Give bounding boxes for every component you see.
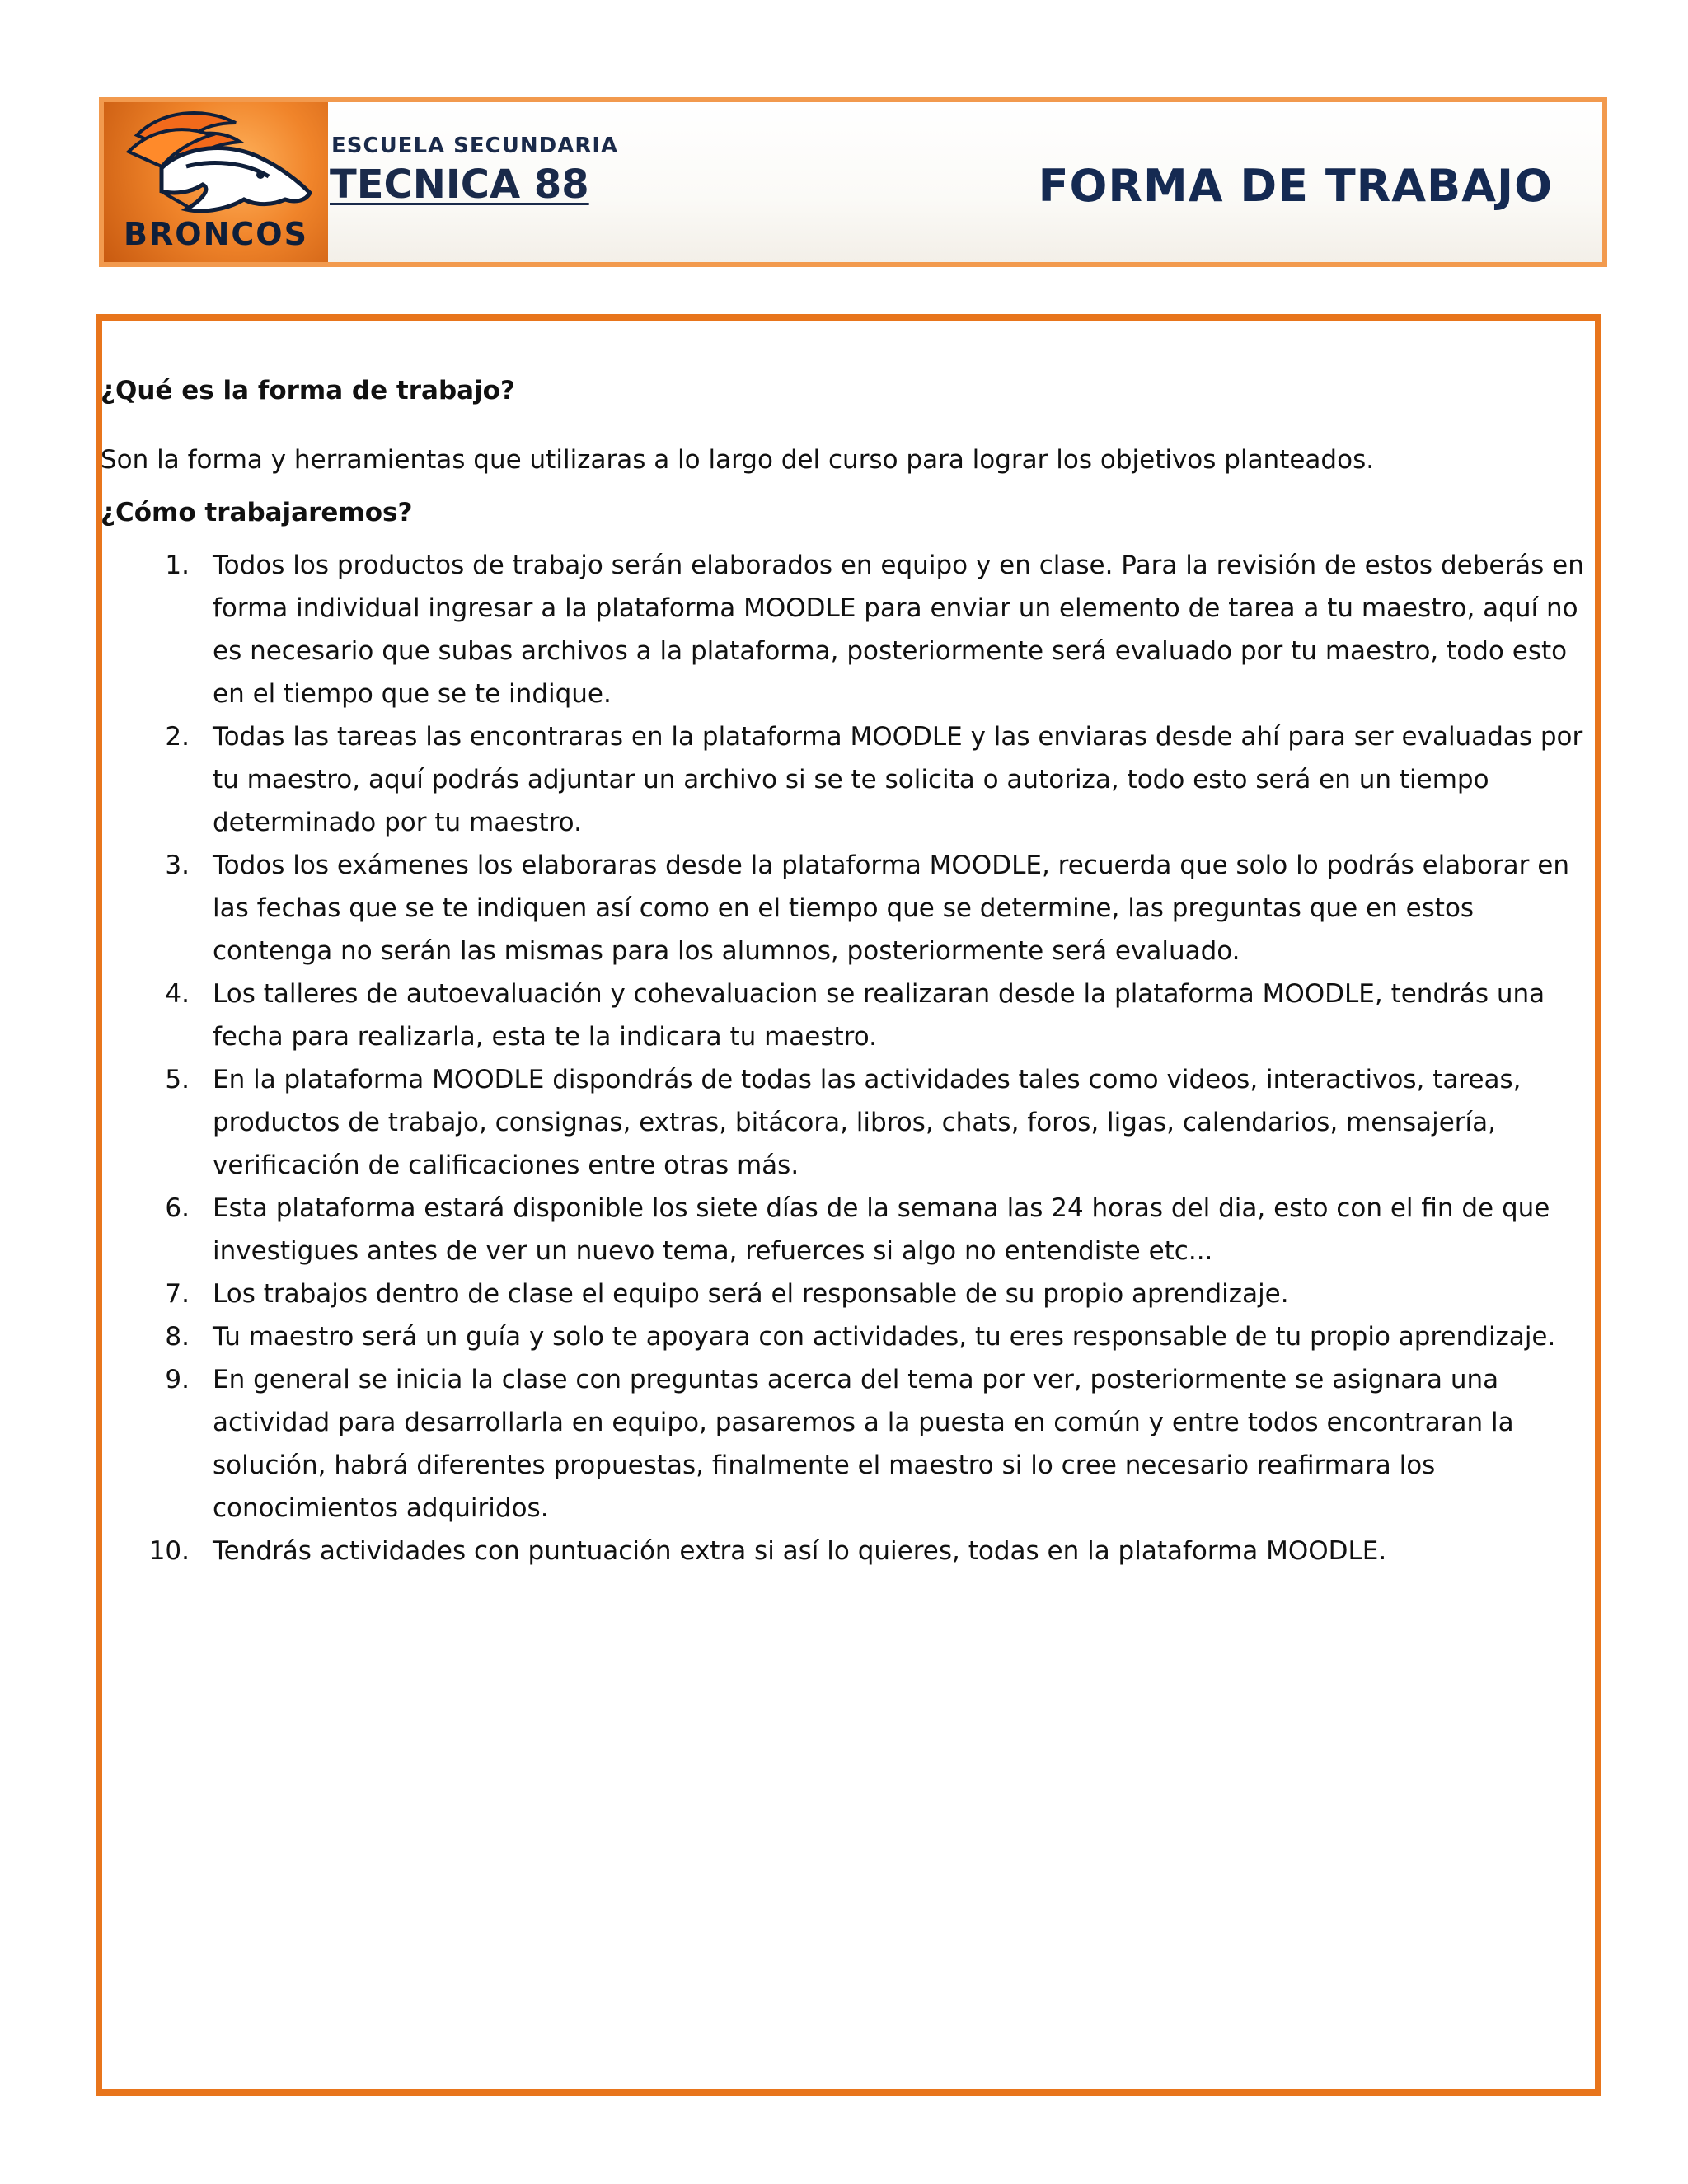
list-item-number: 9. — [165, 1365, 190, 1394]
list-item-number: 8. — [165, 1322, 190, 1352]
list-item-text: Todas las tareas las encontraras en la plataforma MOODLE y las enviaras desde ahí para ser evaluadas por tu maestro, aquí podrás adjuntar un archivo si se te solicita o autoriza, todo esto será en un tiempo determinado por tu maestro. — [213, 722, 1583, 837]
list-item — [101, 544, 1584, 715]
list-item-text: En general se inicia la clase con preguntas acerca del tema por ver, posteriormente se asignara una actividad para desarrollarla en equipo, pasaremos a la puesta en común y entre todos encontraran la solución, habrá diferentes propuestas, finalmente el maestro si lo cree necesario reafirmara los conocimientos adquiridos. — [213, 1365, 1514, 1523]
answer-what-is: Son la forma y herramientas que utilizaras a lo largo del curso para lograr los objetivos planteados. — [101, 445, 1375, 475]
school-name-line2: TECNICA 88 — [330, 162, 589, 208]
list-item-number: 4. — [165, 979, 190, 1009]
list-item-text: Los trabajos dentro de clase el equipo será el responsable de su propio aprendizaje. — [213, 1279, 1289, 1309]
list-item — [101, 1358, 1584, 1530]
school-name-line1: ESCUELA SECUNDARIA — [331, 134, 619, 158]
question-what-is: ¿Qué es la forma de trabajo? — [101, 376, 515, 405]
list-item-text: Tu maestro será un guía y solo te apoyara con actividades, tu eres responsable de tu propio aprendizaje. — [213, 1322, 1556, 1352]
list-item — [101, 715, 1584, 844]
list-item — [101, 1315, 1584, 1358]
list-item-number: 7. — [165, 1279, 190, 1309]
logo-text: BRONCOS — [124, 216, 308, 252]
list-item — [101, 844, 1584, 972]
list-item-text: Todos los exámenes los elaboraras desde la plataforma MOODLE, recuerda que solo lo podrás elaborar en las fechas que se te indiquen así como en el tiempo que se determine, las preguntas que en estos contenga no serán las mismas para los alumnos, posteriormente será evaluado. — [213, 851, 1569, 966]
list-item-text: Los talleres de autoevaluación y cohevaluacion se realizaran desde la plataforma MOODLE, tendrás una fecha para realizarla, esta te la indicara tu maestro. — [213, 979, 1545, 1052]
work-rules-list — [101, 544, 1584, 1572]
list-item-number: 5. — [165, 1065, 190, 1094]
list-item — [101, 1272, 1584, 1315]
document-body — [101, 369, 1584, 1572]
list-item — [101, 1058, 1584, 1187]
list-item-number: 3. — [165, 851, 190, 880]
question-how: ¿Cómo trabajaremos? — [101, 498, 413, 527]
list-item-number: 10. — [148, 1536, 190, 1566]
header-banner — [99, 97, 1607, 267]
list-item-number: 1. — [165, 551, 190, 580]
page-title: FORMA DE TRABAJO — [1038, 160, 1553, 212]
list-item-number: 6. — [165, 1193, 190, 1223]
list-item-text: Tendrás actividades con puntuación extra si así lo quieres, todas en la plataforma MOODLE. — [213, 1536, 1387, 1566]
list-item — [101, 1187, 1584, 1272]
list-item-number: 2. — [165, 722, 190, 752]
list-item — [101, 972, 1584, 1058]
list-item-text: Esta plataforma estará disponible los siete días de la semana las 24 horas del dia, esto con el fin de que investigues antes de ver un nuevo tema, refuerces si algo no entendiste etc... — [213, 1193, 1550, 1266]
broncos-logo — [104, 102, 328, 262]
list-item-text: Todos los productos de trabajo serán elaborados en equipo y en clase. Para la revisión de estos deberás en forma individual ingresar a la plataforma MOODLE para enviar un elemento de tarea a tu maestro, aquí no es necesario que subas archivos a la plataforma, posteriormente será evaluado por tu maestro, todo esto en el tiempo que se te indique. — [213, 551, 1584, 709]
list-item-text: En la plataforma MOODLE dispondrás de todas las actividades tales como videos, interactivos, tareas, productos de trabajo, consignas, extras, bitácora, libros, chats, foros, ligas, calendarios, mensajería, verificación de calificaciones entre otras más. — [213, 1065, 1522, 1180]
list-item — [101, 1530, 1584, 1572]
